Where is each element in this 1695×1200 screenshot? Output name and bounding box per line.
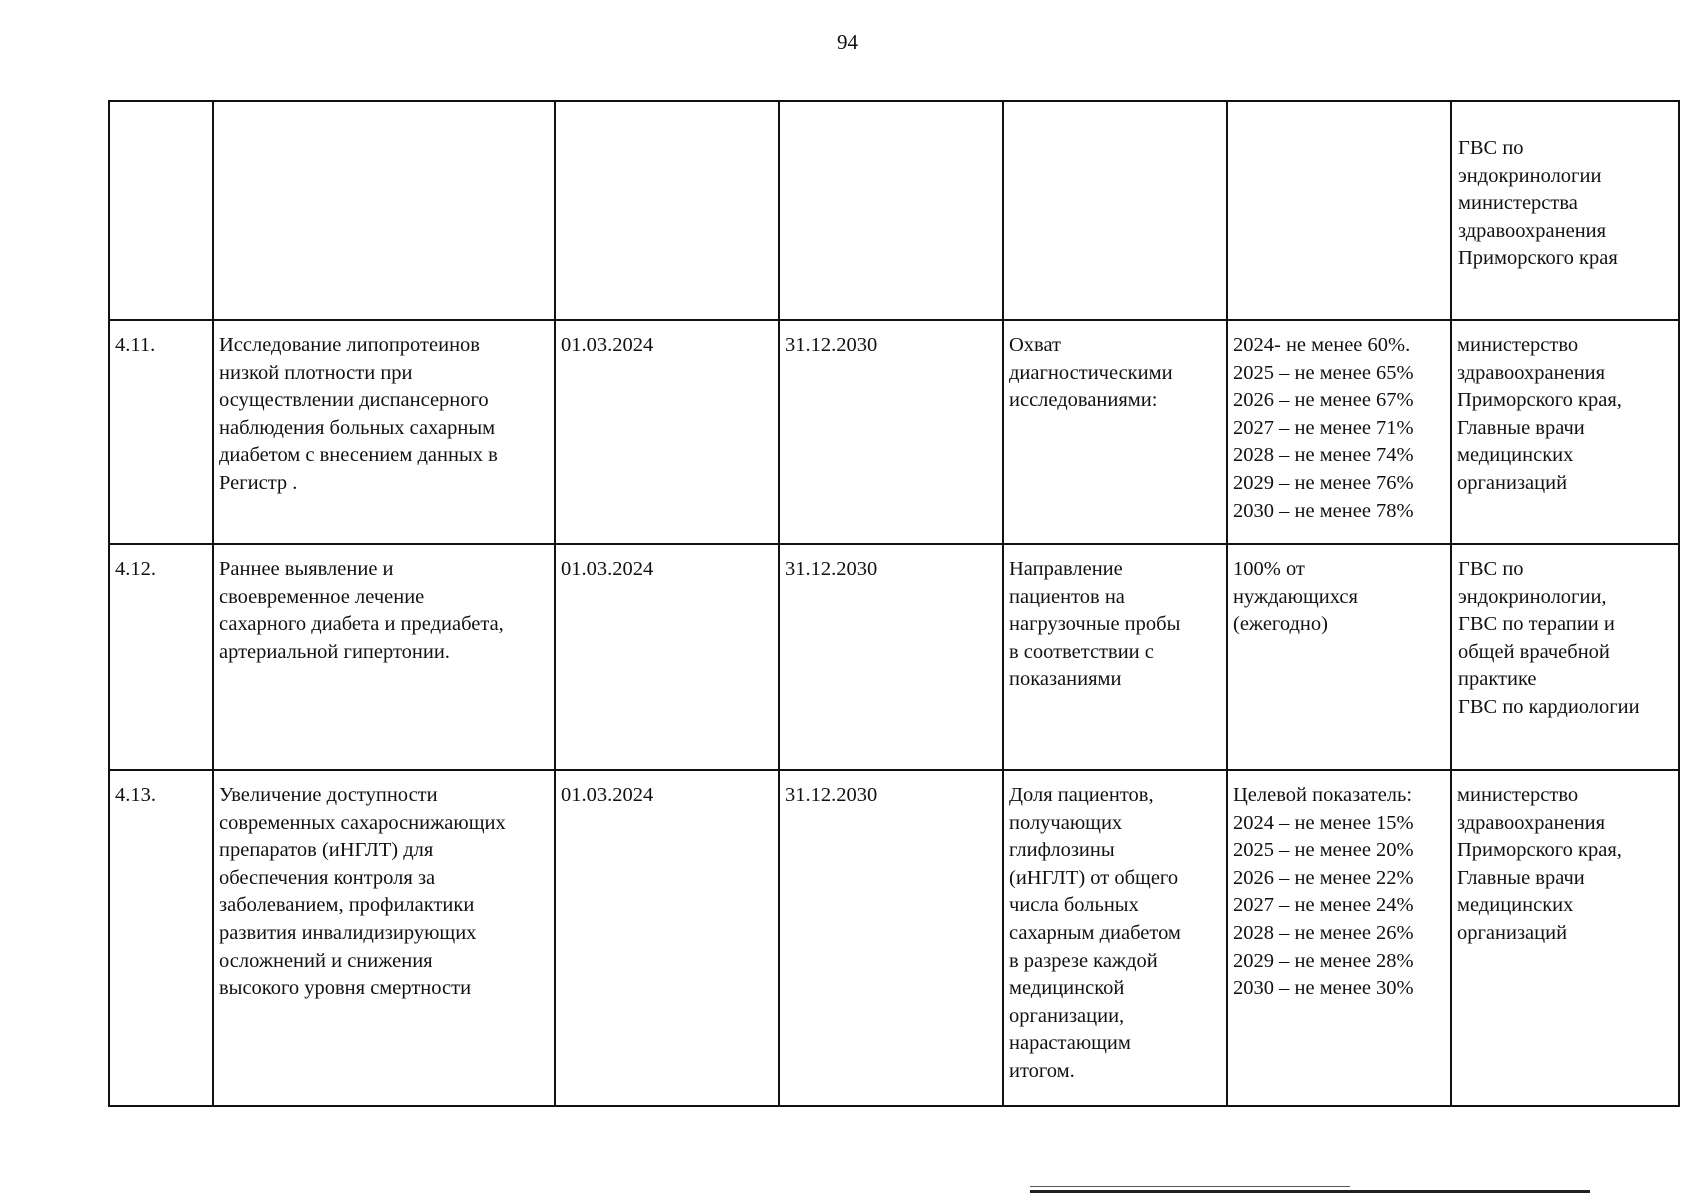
activity-name-cell: Исследование липопротеинов низкой плотности при осуществлении диспансерного наблюдения больных сахарным диабетом с внесением данных в Регистр . bbox=[213, 320, 555, 544]
start-date-cell: 01.03.2024 bbox=[555, 544, 779, 770]
footer-divider bbox=[1030, 1190, 1590, 1193]
activity-table bbox=[108, 100, 1680, 1107]
indicator-cell: Доля пациентов, получающих глифлозины (иНГЛТ) от общего числа больных сахарным диабетом в разрезе каждой медицинской организации, нарастающим итогом. bbox=[1003, 770, 1227, 1106]
table-row bbox=[109, 101, 1679, 320]
start-date-cell bbox=[555, 101, 779, 320]
end-date-cell bbox=[779, 101, 1003, 320]
indicator-cell bbox=[1003, 101, 1227, 320]
row-number-cell: 4.11. bbox=[109, 320, 213, 544]
indicator-cell: Направление пациентов на нагрузочные пробы в соответствии с показаниями bbox=[1003, 544, 1227, 770]
target-values-cell bbox=[1227, 101, 1451, 320]
end-date-cell: 31.12.2030 bbox=[779, 770, 1003, 1106]
responsible-cell: министерство здравоохранения Приморского края, Главные врачи медицинских организаций bbox=[1451, 770, 1679, 1106]
table-row bbox=[109, 770, 1679, 1106]
start-date-cell: 01.03.2024 bbox=[555, 770, 779, 1106]
end-date-cell: 31.12.2030 bbox=[779, 320, 1003, 544]
end-date-cell: 31.12.2030 bbox=[779, 544, 1003, 770]
target-values-cell: 2024- не менее 60%. 2025 – не менее 65% 2026 – не менее 67% 2027 – не менее 71% 2028 – не менее 74% 2029 – не менее 76% 2030 – не менее 78% bbox=[1227, 320, 1451, 544]
start-date-cell: 01.03.2024 bbox=[555, 320, 779, 544]
responsible-cell: ГВС по эндокринологии, ГВС по терапии и общей врачебной практике ГВС по кардиологии bbox=[1451, 544, 1679, 770]
table-row bbox=[109, 320, 1679, 544]
target-values-cell: Целевой показатель: 2024 – не менее 15% 2025 – не менее 20% 2026 – не менее 22% 2027 – не менее 24% 2028 – не менее 26% 2029 – не менее 28% 2030 – не менее 30% bbox=[1227, 770, 1451, 1106]
table-row bbox=[109, 544, 1679, 770]
activity-name-cell bbox=[213, 101, 555, 320]
row-number-cell: 4.12. bbox=[109, 544, 213, 770]
row-number-cell: 4.13. bbox=[109, 770, 213, 1106]
responsible-cell: ГВС по эндокринологии министерства здравоохранения Приморского края bbox=[1451, 101, 1679, 320]
responsible-cell: министерство здравоохранения Приморского края, Главные врачи медицинских организаций bbox=[1451, 320, 1679, 544]
indicator-cell: Охват диагностическими исследованиями: bbox=[1003, 320, 1227, 544]
activity-name-cell: Раннее выявление и своевременное лечение сахарного диабета и предиабета, артериальной гипертонии. bbox=[213, 544, 555, 770]
row-number-cell bbox=[109, 101, 213, 320]
footer-divider-thin bbox=[1030, 1186, 1350, 1187]
target-values-cell: 100% от нуждающихся (ежегодно) bbox=[1227, 544, 1451, 770]
activity-name-cell: Увеличение доступности современных сахароснижающих препаратов (иНГЛТ) для обеспечения контроля за заболеванием, профилактики развития инвалидизирующих осложнений и снижения высокого уровня смертности bbox=[213, 770, 555, 1106]
page-number: 94 bbox=[837, 30, 858, 54]
